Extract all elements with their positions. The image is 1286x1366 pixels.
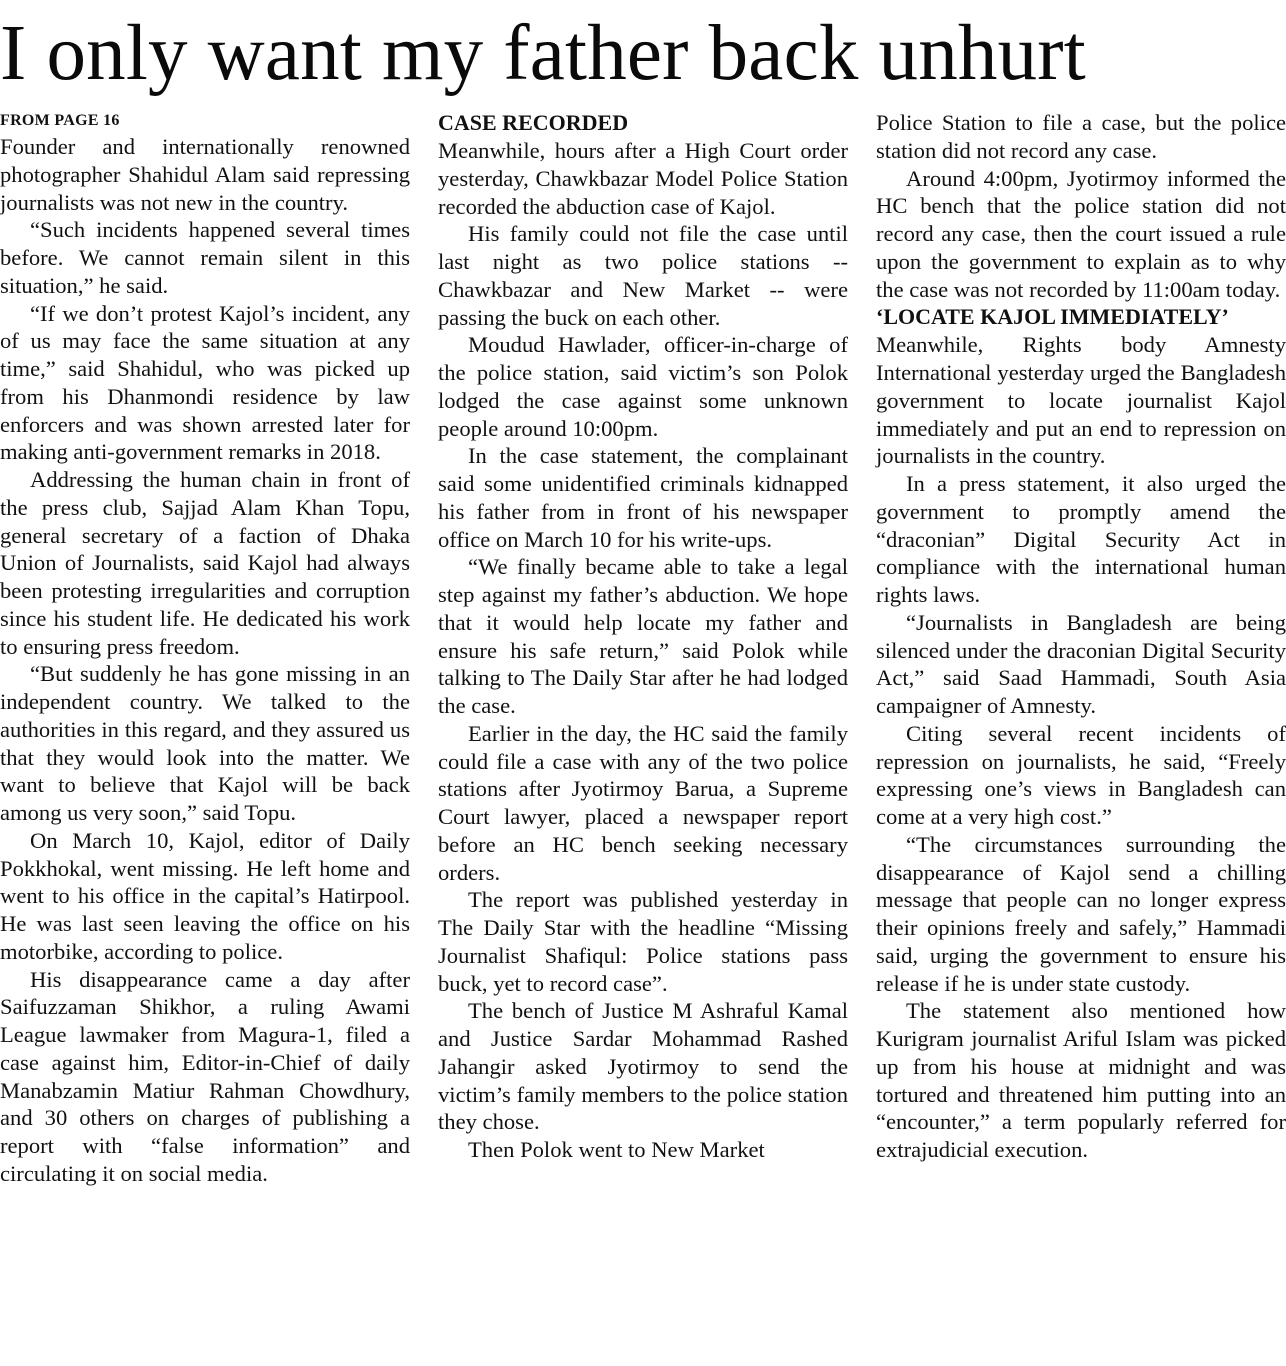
subheading-case-recorded: CASE RECORDED	[438, 110, 629, 135]
paragraph: Meanwhile, hours after a High Court order yesterday, Chawkbazar Model Police Station recorded the abduction case of Kajol.	[438, 138, 848, 219]
paragraph: His disappearance came a day after Saifuzzaman Shikhor, a ruling Awami League lawmaker from Magura-1, filed a case against him, Editor-in-Chief of daily Manabzamin Matiur Rahman Chowdhury, and 30 others on charges of publishing a report with “false information” and circulating it on social media.	[0, 966, 410, 1186]
paragraph: Earlier in the day, the HC said the family could file a case with any of the two police stations after Jyotirmoy Barua, a Supreme Court lawyer, placed a newspaper report before an HC bench seeking necessary orders.	[438, 720, 848, 885]
paragraph: Addressing the human chain in front of the press club, Sajjad Alam Khan Topu, general secretary of a faction of Dhaka Union of Journalists, said Kajol had always been protesting irregularities and corruption since his student life. He dedicated his work to ensuring press freedom.	[0, 467, 410, 659]
paragraph: “If we don’t protest Kajol’s incident, any of us may face the same situation at any time,” said Shahidul, who was picked up from his Dhanmondi residence by law enforcers and was shown arrested later for making anti-government remarks in 2018.	[0, 300, 410, 465]
paragraph: Citing several recent incidents of repression on journalists, he said, “Freely expressing one’s views in Bangladesh can come at a very high cost.”	[876, 720, 1286, 829]
paragraph: The report was published yesterday in The Daily Star with the headline “Missing Journalist Shafiqul: Police stations pass buck, yet to record case”.	[438, 887, 848, 996]
headline: I only want my father back unhurt	[0, 10, 1086, 97]
paragraph: The statement also mentioned how Kurigram journalist Ariful Islam was picked up from his house at midnight and was tortured and threatened him putting into an “encounter,” a term popularly referred for extrajudicial execution.	[876, 998, 1286, 1162]
paragraph: The bench of Justice M Ashraful Kamal and Justice Sardar Mohammad Rashed Jahangir asked Jyotirmoy to send the victim’s family members to the police station they chose.	[438, 998, 848, 1135]
paragraph: Then Polok went to New Market	[468, 1137, 765, 1162]
paragraph: Meanwhile, Rights body Amnesty International yesterday urged the Bangladesh government to locate journalist Kajol immediately and put an end to repression on journalists in the country.	[876, 332, 1286, 469]
paragraph: “Such incidents happened several times before. We cannot remain silent in this situation,” he said.	[0, 217, 410, 298]
paragraph: On March 10, Kajol, editor of Daily Pokkhokal, went missing. He left home and went to his office in the capital’s Hatirpool. He was last seen leaving the office on his motorbike, according to police.	[0, 827, 410, 964]
paragraph: “The circumstances surrounding the disappearance of Kajol send a chilling message that people can no longer express their opinions freely and safely,” Hammadi said, urging the government to ensure his release if he is under state custody.	[876, 831, 1286, 996]
article-column-2	[438, 109, 848, 1164]
paragraph: Moudud Hawlader, officer-in-charge of the police station, said victim’s son Polok lodged the case against some unknown people around 10:00pm.	[438, 332, 848, 441]
paragraph: Founder and internationally renowned photographer Shahidul Alam said repressing journalists was not new in the country.	[0, 134, 410, 215]
article-column-3	[876, 109, 1286, 1164]
subheading-locate-kajol: ‘LOCATE KAJOL IMMEDIATELY’	[876, 304, 1229, 330]
paragraph: “Journalists in Bangladesh are being silenced under the draconian Digital Security Act,” said Saad Hammadi, South Asia campaigner of Amnesty.	[876, 609, 1286, 718]
paragraph: In a press statement, it also urged the government to promptly amend the “draconian” Digital Security Act in compliance with the international human rights laws.	[876, 471, 1286, 607]
paragraph: “We finally became able to take a legal step against my father’s abduction. We hope that it would help locate my father and ensure his safe return,” said Polok while talking to The Daily Star after he had lodged the case.	[438, 554, 848, 718]
paragraph: Police Station to file a case, but the police station did not record any case.	[876, 110, 1286, 163]
article-column-1	[0, 109, 410, 1188]
paragraph: His family could not file the case until last night as two police stations -- Chawkbazar and New Market -- were passing the buck on each other.	[438, 221, 848, 330]
paragraph: Around 4:00pm, Jyotirmoy informed the HC bench that the police station did not record any case, then the court issued a rule upon the government to explain as to why the case was not recorded by 11:00am today.	[876, 165, 1286, 302]
paragraph: In the case statement, the complainant said some unidentified criminals kidnapped his father from in front of his newspaper office on March 10 for his write-ups.	[438, 443, 848, 552]
paragraph: “But suddenly he has gone missing in an independent country. We talked to the authorities in this regard, and they assured us that they would look into the matter. We want to believe that Kajol will be back among us very soon,” said Topu.	[0, 661, 410, 825]
jump-line: FROM PAGE 16	[0, 112, 120, 129]
